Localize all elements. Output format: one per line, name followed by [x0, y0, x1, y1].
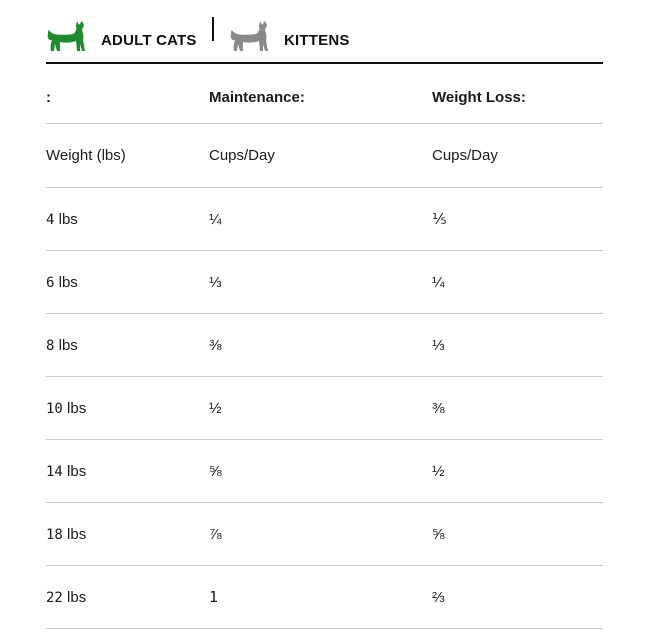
tab-kittens[interactable]	[229, 10, 350, 62]
weight-unit: lbs	[62, 588, 87, 606]
unit-weight-loss: Cups/Day	[432, 124, 603, 188]
cell-weight-loss: ½	[432, 440, 603, 503]
header-weight-loss: Weight Loss:	[432, 72, 603, 124]
cell-weight-loss: ⅝	[432, 503, 603, 566]
weight-unit: lbs	[62, 399, 87, 417]
table-row	[46, 188, 603, 251]
weight-number: 10	[46, 400, 63, 417]
cell-weight-loss: ⅕	[432, 188, 603, 251]
weight-unit: lbs	[54, 336, 78, 354]
tab-adult-cats-label: ADULT CATS	[101, 31, 197, 49]
tab-kittens-label: KITTENS	[284, 31, 350, 49]
cat-icon-shape	[48, 21, 85, 51]
cell-weight	[46, 314, 209, 377]
header-weight: :	[46, 72, 209, 124]
table-units-row	[46, 124, 603, 188]
weight-unit: lbs	[62, 462, 87, 480]
cell-weight-loss: ⅜	[432, 377, 603, 440]
table-row	[46, 566, 603, 629]
cat-icon-shape	[231, 21, 268, 51]
weight-unit: lbs	[54, 273, 78, 291]
table-row	[46, 503, 603, 566]
cell-weight	[46, 503, 209, 566]
weight-unit: lbs	[62, 525, 87, 543]
weight-number: 8	[46, 337, 55, 354]
cell-maintenance: ½	[209, 377, 432, 440]
tab-divider	[212, 17, 214, 41]
cell-weight	[46, 188, 209, 251]
cat-icon	[46, 20, 88, 52]
cell-maintenance: ¼	[209, 188, 432, 251]
cell-weight	[46, 440, 209, 503]
table-row	[46, 314, 603, 377]
cell-maintenance: ⅓	[209, 251, 432, 314]
table-header-row	[46, 72, 603, 124]
cell-weight-loss: ⅔	[432, 566, 603, 629]
cell-maintenance: ⅜	[209, 314, 432, 377]
weight-number: 14	[46, 463, 63, 480]
table-row	[46, 440, 603, 503]
weight-number: 22	[46, 589, 63, 606]
cell-maintenance: 1	[209, 566, 432, 629]
cell-maintenance: ⅞	[209, 503, 432, 566]
header-maintenance: Maintenance:	[209, 72, 432, 124]
table-row	[46, 377, 603, 440]
weight-number: 4	[46, 211, 55, 228]
tab-adult-cats[interactable]	[46, 10, 197, 62]
feeding-table	[46, 72, 603, 629]
cell-weight	[46, 377, 209, 440]
cell-weight-loss: ⅓	[432, 314, 603, 377]
unit-maintenance: Cups/Day	[209, 124, 432, 188]
weight-number: 18	[46, 526, 63, 543]
weight-number: 6	[46, 274, 55, 291]
cell-weight-loss: ¼	[432, 251, 603, 314]
unit-weight: Weight (lbs)	[46, 124, 209, 188]
cell-weight	[46, 251, 209, 314]
weight-unit: lbs	[54, 210, 78, 228]
table-row	[46, 251, 603, 314]
cell-weight	[46, 566, 209, 629]
cell-maintenance: ⅝	[209, 440, 432, 503]
cat-icon	[229, 20, 271, 52]
cat-age-tabs	[46, 10, 603, 64]
